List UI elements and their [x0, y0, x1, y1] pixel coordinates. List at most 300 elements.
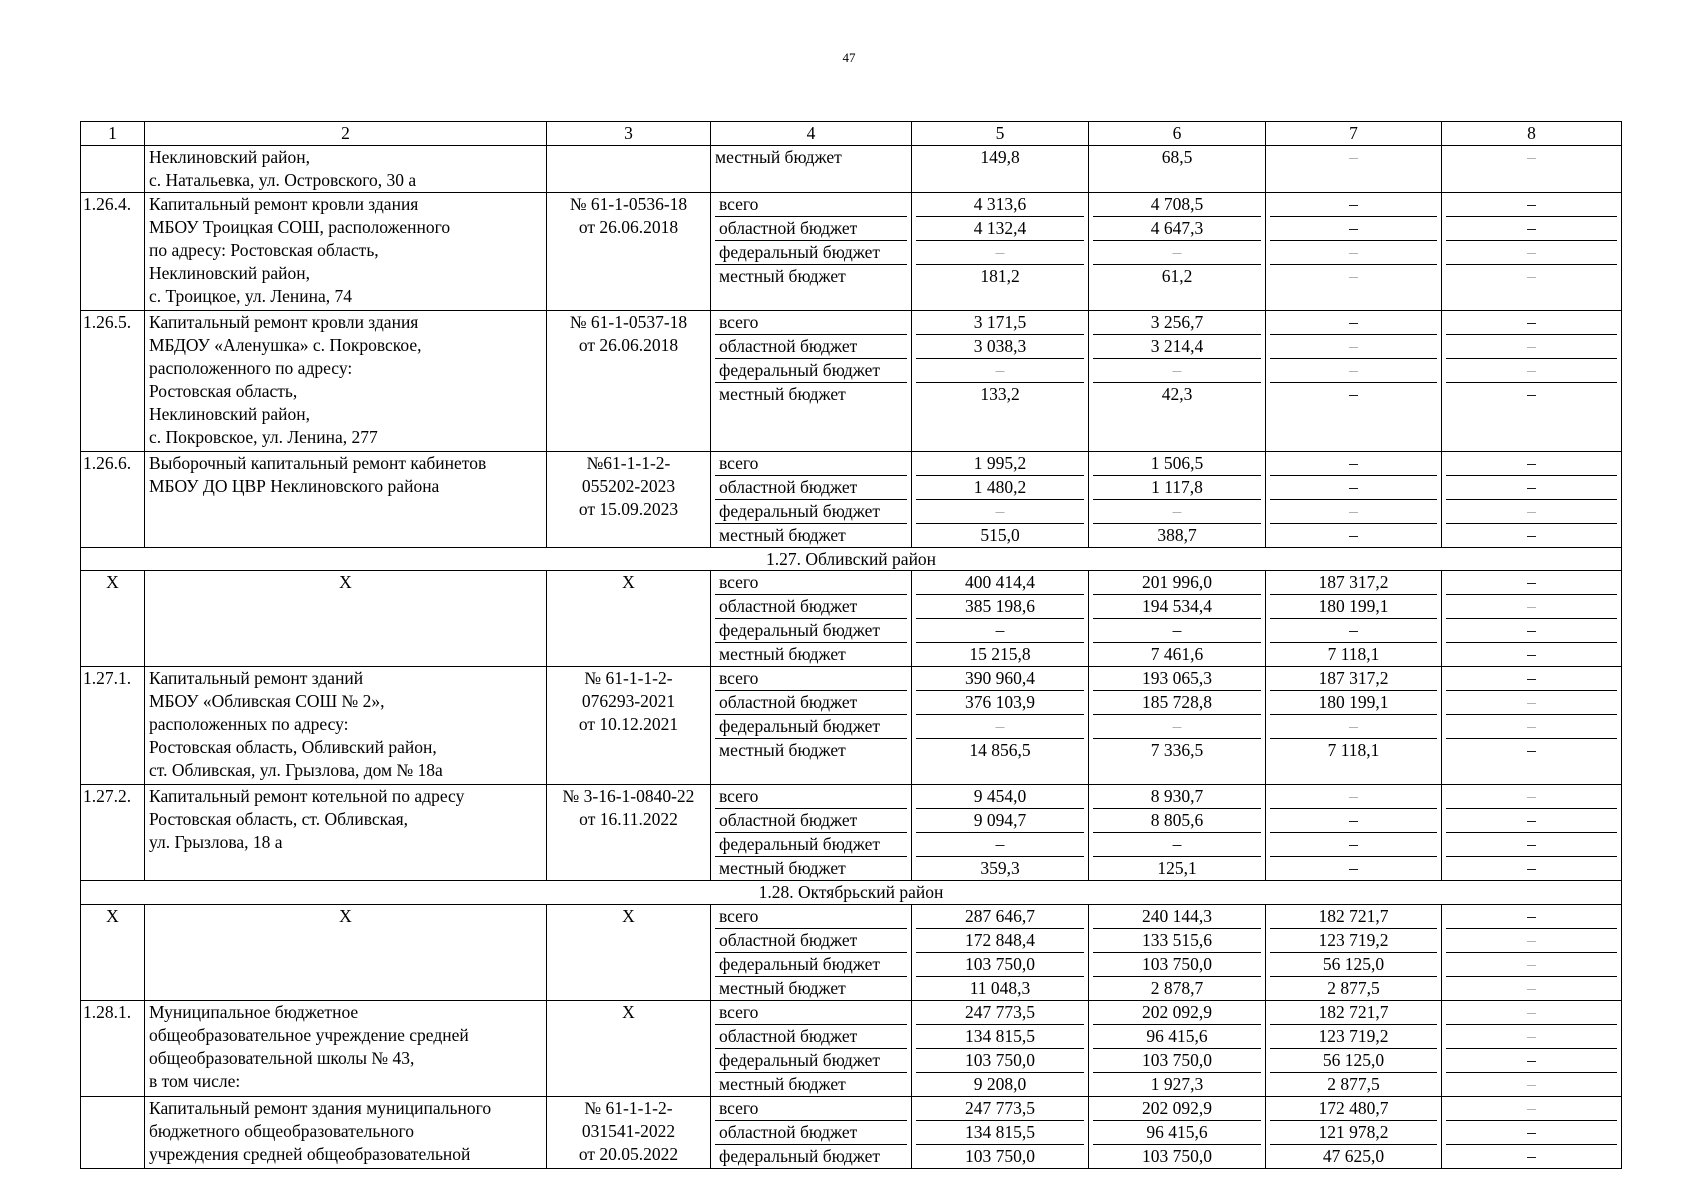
cell-line: 68,5: [1161, 146, 1193, 167]
cell-line: –: [1270, 523, 1437, 547]
cell-line: –: [1446, 808, 1617, 832]
cell-line: –: [1349, 193, 1358, 214]
table-row: [81, 192, 1622, 310]
document-cell: [547, 667, 711, 785]
cell-line: 14 856,5: [916, 738, 1084, 784]
cell-line: Капитальный ремонт здания муниципального: [149, 1097, 492, 1118]
cell-line: областной бюджет: [715, 690, 907, 714]
cell-line: 96 415,6: [1093, 1024, 1261, 1048]
row-number: 1.27.2.: [81, 785, 145, 881]
cell-line: –: [1446, 690, 1617, 714]
row-number: 1.26.4.: [81, 192, 145, 310]
cell-line: 103 750,0: [916, 1048, 1084, 1072]
cell-line: –: [1349, 146, 1358, 167]
cell-line: 4 313,6: [973, 193, 1027, 214]
cell-line: –: [916, 618, 1084, 642]
cell-line: 515,0: [916, 523, 1084, 547]
cell-line: Неклиновский район,: [149, 403, 311, 424]
cell-line: общеобразовательное учреждение средней: [149, 1024, 469, 1045]
value-cell: [1266, 145, 1442, 192]
cell-line: –: [1270, 808, 1437, 832]
value-cell: [1089, 667, 1266, 785]
cell-line: 194 534,4: [1093, 594, 1261, 618]
cell-line: X: [339, 572, 352, 592]
cell-line: 3 171,5: [973, 311, 1027, 332]
cell-line: –: [1446, 976, 1617, 1000]
cell-line: 42,3: [1093, 382, 1261, 451]
cell-line: –: [1270, 618, 1437, 642]
table-row: [81, 310, 1622, 451]
row-number: 1.26.5.: [81, 310, 145, 451]
cell-line: от 16.11.2022: [579, 809, 678, 829]
cell-line: 4 647,3: [1093, 216, 1261, 240]
table-row: [81, 1096, 1622, 1168]
value-cell: [1266, 1096, 1442, 1168]
cell-line: от 26.06.2018: [578, 216, 679, 237]
cell-line: областной бюджет: [715, 928, 907, 952]
cell-line: –: [1446, 952, 1617, 976]
cell-line: –: [1527, 786, 1536, 806]
cell-line: –: [1349, 452, 1358, 473]
cell-line: –: [1527, 905, 1536, 926]
cell-line: 376 103,9: [916, 690, 1084, 714]
document-cell: [547, 192, 711, 310]
cell-line: местный бюджет: [715, 976, 907, 1000]
cell-line: местный бюджет: [715, 264, 907, 310]
cell-line: 103 750,0: [1093, 1144, 1261, 1168]
cell-line: МБОУ ДО ЦВР Неклиновского района: [149, 475, 440, 496]
cell-line: 4 708,5: [1150, 193, 1204, 214]
cell-line: 56 125,0: [1270, 1048, 1437, 1072]
cell-line: всего: [719, 1097, 759, 1118]
cell-line: 202 092,9: [1142, 1097, 1212, 1118]
value-cell: [1266, 571, 1442, 667]
cell-line: –: [1446, 738, 1617, 784]
cell-line: –: [1270, 832, 1437, 856]
cell-line: расположенных по адресу:: [149, 714, 349, 734]
cell-line: 1 480,2: [916, 475, 1084, 499]
cell-line: –: [1349, 786, 1358, 806]
table-row: [81, 571, 1622, 667]
cell-line: федеральный бюджет: [715, 618, 907, 642]
cell-line: Ростовская область,: [149, 380, 298, 401]
object-name: [145, 904, 547, 1000]
cell-line: 201 996,0: [1142, 572, 1212, 592]
cell-line: в том числе:: [149, 1070, 241, 1091]
col-header: 8: [1442, 122, 1622, 146]
cell-line: –: [1270, 475, 1437, 499]
cell-line: ст. Обливская, ул. Грызлова, дом № 18а: [149, 760, 443, 780]
header-row: [81, 122, 1622, 146]
cell-line: местный бюджет: [715, 382, 907, 451]
cell-line: X: [622, 572, 635, 592]
budget-type-cell: [711, 145, 912, 192]
value-cell: [1442, 1096, 1622, 1168]
document-cell: [547, 904, 711, 1000]
row-number: 1.27.1.: [81, 667, 145, 785]
cell-line: –: [1527, 572, 1536, 592]
cell-line: 2 877,5: [1270, 1072, 1437, 1096]
cell-line: 133 515,6: [1093, 928, 1261, 952]
object-name: [145, 145, 547, 192]
cell-line: местный бюджет: [715, 642, 907, 666]
cell-line: Капитальный ремонт кровли здания: [149, 193, 419, 214]
budget-type-cell: [711, 785, 912, 881]
value-cell: [1266, 451, 1442, 547]
cell-line: Ростовская область, ст. Обливская,: [149, 809, 409, 829]
cell-line: Капитальный ремонт зданий: [149, 668, 364, 688]
cell-line: 103 750,0: [916, 952, 1084, 976]
cell-line: –: [1527, 311, 1536, 332]
section-row: [81, 547, 1622, 571]
value-cell: [1266, 904, 1442, 1000]
cell-line: федеральный бюджет: [715, 714, 907, 738]
cell-line: 61,2: [1093, 264, 1261, 310]
cell-line: областной бюджет: [715, 1024, 907, 1048]
value-cell: [1089, 1000, 1266, 1096]
cell-line: 247 773,5: [965, 1097, 1035, 1118]
table-row: [81, 145, 1622, 192]
budget-type-cell: [711, 192, 912, 310]
cell-line: 187 317,2: [1318, 668, 1389, 688]
cell-line: от 20.05.2022: [578, 1143, 679, 1164]
cell-line: МБОУ «Обливская СОШ № 2»,: [149, 691, 385, 711]
row-number: [81, 145, 145, 192]
cell-line: от 15.09.2023: [578, 498, 679, 519]
col-header: 1: [81, 122, 145, 146]
cell-line: –: [1527, 668, 1536, 688]
section-row: [81, 881, 1622, 905]
cell-line: –: [1446, 475, 1617, 499]
cell-line: –: [1446, 216, 1617, 240]
cell-line: федеральный бюджет: [715, 499, 907, 523]
cell-line: 1 117,8: [1093, 475, 1261, 499]
page-number: 47: [842, 50, 856, 65]
cell-line: X: [339, 905, 352, 926]
object-name: [145, 785, 547, 881]
cell-line: 182 721,7: [1318, 905, 1389, 926]
value-cell: [1089, 451, 1266, 547]
row-number: [81, 571, 145, 667]
row-number: [81, 904, 145, 1000]
cell-line: –: [1527, 1001, 1536, 1022]
cell-line: –: [1093, 832, 1261, 856]
cell-line: –: [1446, 594, 1617, 618]
cell-line: 9 208,0: [916, 1072, 1084, 1096]
cell-line: –: [1270, 358, 1437, 382]
cell-line: –: [1093, 499, 1261, 523]
row-number: [81, 1096, 145, 1168]
cell-line: 103 750,0: [1093, 1048, 1261, 1072]
cell-line: 1 927,3: [1093, 1072, 1261, 1096]
value-cell: [1442, 1000, 1622, 1096]
table-row: [81, 904, 1622, 1000]
cell-line: –: [1446, 1024, 1617, 1048]
cell-line: X: [622, 1001, 635, 1022]
cell-line: всего: [719, 311, 759, 332]
cell-line: –: [1270, 216, 1437, 240]
cell-line: с. Троицкое, ул. Ленина, 74: [149, 285, 352, 306]
cell-line: –: [1446, 499, 1617, 523]
cell-line: № 61-1-1-2-: [584, 668, 673, 688]
cell-line: Неклиновский район,: [149, 146, 311, 167]
cell-line: 388,7: [1093, 523, 1261, 547]
cell-line: с. Натальевка, ул. Островского, 30 а: [149, 169, 417, 190]
value-cell: [1089, 192, 1266, 310]
value-cell: [1089, 145, 1266, 192]
cell-line: 385 198,6: [916, 594, 1084, 618]
cell-line: областной бюджет: [715, 808, 907, 832]
cell-line: 103 750,0: [916, 1144, 1084, 1168]
cell-line: 7 118,1: [1270, 738, 1437, 784]
cell-line: 2 877,5: [1270, 976, 1437, 1000]
cell-line: №61-1-1-2-: [586, 452, 671, 473]
value-cell: [912, 310, 1089, 451]
cell-line: 180 199,1: [1270, 594, 1437, 618]
cell-line: –: [916, 499, 1084, 523]
cell-line: –: [1527, 146, 1536, 167]
budget-table: [80, 121, 1622, 1169]
value-cell: [1089, 571, 1266, 667]
budget-type-cell: [711, 451, 912, 547]
cell-line: –: [1446, 1048, 1617, 1072]
cell-line: всего: [719, 786, 759, 806]
cell-line: –: [1446, 382, 1617, 451]
object-name: [145, 310, 547, 451]
cell-line: –: [1446, 264, 1617, 310]
cell-line: 055202-2023: [581, 475, 676, 496]
cell-line: 182 721,7: [1318, 1001, 1389, 1022]
cell-line: всего: [719, 572, 759, 592]
cell-line: –: [1446, 642, 1617, 666]
cell-line: 9 454,0: [973, 786, 1027, 806]
document-cell: [547, 571, 711, 667]
cell-line: Неклиновский район,: [149, 262, 311, 283]
cell-line: –: [1270, 240, 1437, 264]
document-cell: [547, 451, 711, 547]
cell-line: 1 506,5: [1150, 452, 1204, 473]
document-cell: [547, 1096, 711, 1168]
cell-line: X: [622, 905, 635, 926]
value-cell: [1442, 571, 1622, 667]
cell-line: федеральный бюджет: [715, 358, 907, 382]
cell-line: областной бюджет: [715, 216, 907, 240]
value-cell: [1089, 904, 1266, 1000]
table-row: [81, 451, 1622, 547]
cell-line: 7 461,6: [1093, 642, 1261, 666]
cell-line: 149,8: [980, 146, 1020, 167]
cell-line: № 3-16-1-0840-22: [562, 786, 695, 806]
object-name: [145, 571, 547, 667]
object-name: [145, 451, 547, 547]
cell-line: –: [1270, 264, 1437, 310]
cell-line: всего: [719, 452, 759, 473]
cell-line: Муниципальное бюджетное: [149, 1001, 359, 1022]
cell-line: –: [1270, 382, 1437, 451]
cell-line: –: [916, 832, 1084, 856]
budget-type-cell: [711, 904, 912, 1000]
cell-line: 134 815,5: [916, 1120, 1084, 1144]
cell-line: 180 199,1: [1270, 690, 1437, 714]
value-cell: [1089, 785, 1266, 881]
cell-line: областной бюджет: [715, 475, 907, 499]
cell-line: –: [1270, 856, 1437, 880]
cell-line: –: [1446, 358, 1617, 382]
col-header: 6: [1089, 122, 1266, 146]
cell-line: 287 646,7: [965, 905, 1035, 926]
cell-line: –: [1093, 358, 1261, 382]
value-cell: [912, 451, 1089, 547]
cell-line: 1 995,2: [973, 452, 1027, 473]
cell-line: Капитальный ремонт кровли здания: [149, 311, 419, 332]
document-cell: [547, 785, 711, 881]
cell-line: учреждения средней общеобразовательной: [149, 1143, 471, 1164]
cell-line: 240 144,3: [1142, 905, 1212, 926]
cell-line: бюджетного общеобразовательного: [149, 1120, 414, 1141]
value-cell: [912, 667, 1089, 785]
cell-line: от 26.06.2018: [578, 334, 679, 355]
cell-line: федеральный бюджет: [715, 952, 907, 976]
cell-line: 9 094,7: [916, 808, 1084, 832]
cell-line: 390 960,4: [965, 668, 1035, 688]
cell-line: МБОУ Троицкая СОШ, расположенного: [149, 216, 451, 237]
value-cell: [1266, 192, 1442, 310]
cell-line: 202 092,9: [1142, 1001, 1212, 1022]
cell-line: 15 215,8: [916, 642, 1084, 666]
cell-line: –: [1446, 618, 1617, 642]
cell-line: местный бюджет: [715, 856, 907, 880]
cell-line: 8 930,7: [1150, 786, 1204, 806]
cell-line: –: [1527, 1097, 1536, 1118]
cell-line: 4 132,4: [916, 216, 1084, 240]
cell-line: 359,3: [916, 856, 1084, 880]
budget-type-cell: [711, 310, 912, 451]
cell-line: Ростовская область, Обливский район,: [149, 737, 437, 757]
cell-line: –: [916, 358, 1084, 382]
cell-line: местный бюджет: [715, 738, 907, 784]
cell-line: Капитальный ремонт котельной по адресу: [149, 786, 465, 806]
value-cell: [912, 1096, 1089, 1168]
value-cell: [912, 192, 1089, 310]
value-cell: [1442, 145, 1622, 192]
budget-type-cell: [711, 571, 912, 667]
cell-line: –: [1446, 1072, 1617, 1096]
value-cell: [1442, 310, 1622, 451]
value-cell: [1442, 667, 1622, 785]
cell-line: 56 125,0: [1270, 952, 1437, 976]
cell-line: 193 065,3: [1142, 668, 1212, 688]
value-cell: [1089, 310, 1266, 451]
document-cell: [547, 1000, 711, 1096]
cell-line: 47 625,0: [1270, 1144, 1437, 1168]
table-row: [81, 667, 1622, 785]
cell-line: X: [106, 572, 119, 592]
cell-line: местный бюджет: [715, 146, 842, 167]
table-row: [81, 785, 1622, 881]
cell-line: –: [1446, 1144, 1617, 1168]
cell-line: от 10.12.2021: [578, 714, 679, 734]
cell-line: всего: [719, 193, 759, 214]
cell-line: расположенного по адресу:: [149, 357, 353, 378]
object-name: [145, 1000, 547, 1096]
cell-line: –: [1446, 714, 1617, 738]
cell-line: всего: [719, 668, 759, 688]
cell-line: –: [1349, 311, 1358, 332]
cell-line: с. Покровское, ул. Ленина, 277: [149, 426, 378, 447]
value-cell: [1266, 667, 1442, 785]
cell-line: 123 719,2: [1270, 1024, 1437, 1048]
cell-line: 247 773,5: [965, 1001, 1035, 1022]
cell-line: –: [1270, 334, 1437, 358]
value-cell: [1266, 310, 1442, 451]
cell-line: областной бюджет: [715, 594, 907, 618]
cell-line: федеральный бюджет: [715, 240, 907, 264]
document-cell: [547, 145, 711, 192]
object-name: [145, 667, 547, 785]
cell-line: областной бюджет: [715, 334, 907, 358]
section-title: 1.27. Обливский район: [81, 547, 1622, 571]
value-cell: [912, 904, 1089, 1000]
cell-line: № 61-1-0536-18: [569, 193, 688, 214]
cell-line: МБДОУ «Аленушка» с. Покровское,: [149, 334, 422, 355]
cell-line: № 61-1-1-2-: [584, 1097, 673, 1118]
value-cell: [1442, 192, 1622, 310]
cell-line: федеральный бюджет: [715, 832, 907, 856]
cell-line: федеральный бюджет: [715, 1048, 907, 1072]
value-cell: [912, 571, 1089, 667]
budget-type-cell: [711, 1000, 912, 1096]
cell-line: 134 815,5: [916, 1024, 1084, 1048]
object-name: [145, 192, 547, 310]
section-title: 1.28. Октябрьский район: [81, 881, 1622, 905]
cell-line: –: [1093, 240, 1261, 264]
cell-line: 185 728,8: [1093, 690, 1261, 714]
cell-line: Выборочный капитальный ремонт кабинетов: [149, 452, 487, 473]
budget-type-cell: [711, 667, 912, 785]
value-cell: [1266, 785, 1442, 881]
cell-line: –: [1446, 928, 1617, 952]
cell-line: 2 878,7: [1093, 976, 1261, 1000]
cell-line: –: [1527, 452, 1536, 473]
cell-line: местный бюджет: [715, 1072, 907, 1096]
cell-line: –: [1446, 240, 1617, 264]
cell-line: 3 038,3: [916, 334, 1084, 358]
cell-line: –: [1446, 334, 1617, 358]
cell-line: 8 805,6: [1093, 808, 1261, 832]
cell-line: –: [1446, 856, 1617, 880]
cell-line: всего: [719, 1001, 759, 1022]
value-cell: [1442, 451, 1622, 547]
value-cell: [1442, 785, 1622, 881]
col-header: 4: [711, 122, 912, 146]
value-cell: [1266, 1000, 1442, 1096]
table-row: [81, 1000, 1622, 1096]
value-cell: [912, 1000, 1089, 1096]
cell-line: 181,2: [916, 264, 1084, 310]
cell-line: 7 118,1: [1270, 642, 1437, 666]
value-cell: [1442, 904, 1622, 1000]
cell-line: X: [106, 905, 119, 926]
row-number: 1.26.6.: [81, 451, 145, 547]
col-header: 7: [1266, 122, 1442, 146]
row-number: 1.28.1.: [81, 1000, 145, 1096]
cell-line: по адресу: Ростовская область,: [149, 239, 379, 260]
cell-line: всего: [719, 905, 759, 926]
value-cell: [912, 785, 1089, 881]
cell-line: 031541-2022: [581, 1120, 676, 1141]
cell-line: 076293-2021: [581, 691, 676, 711]
object-name: [145, 1096, 547, 1168]
